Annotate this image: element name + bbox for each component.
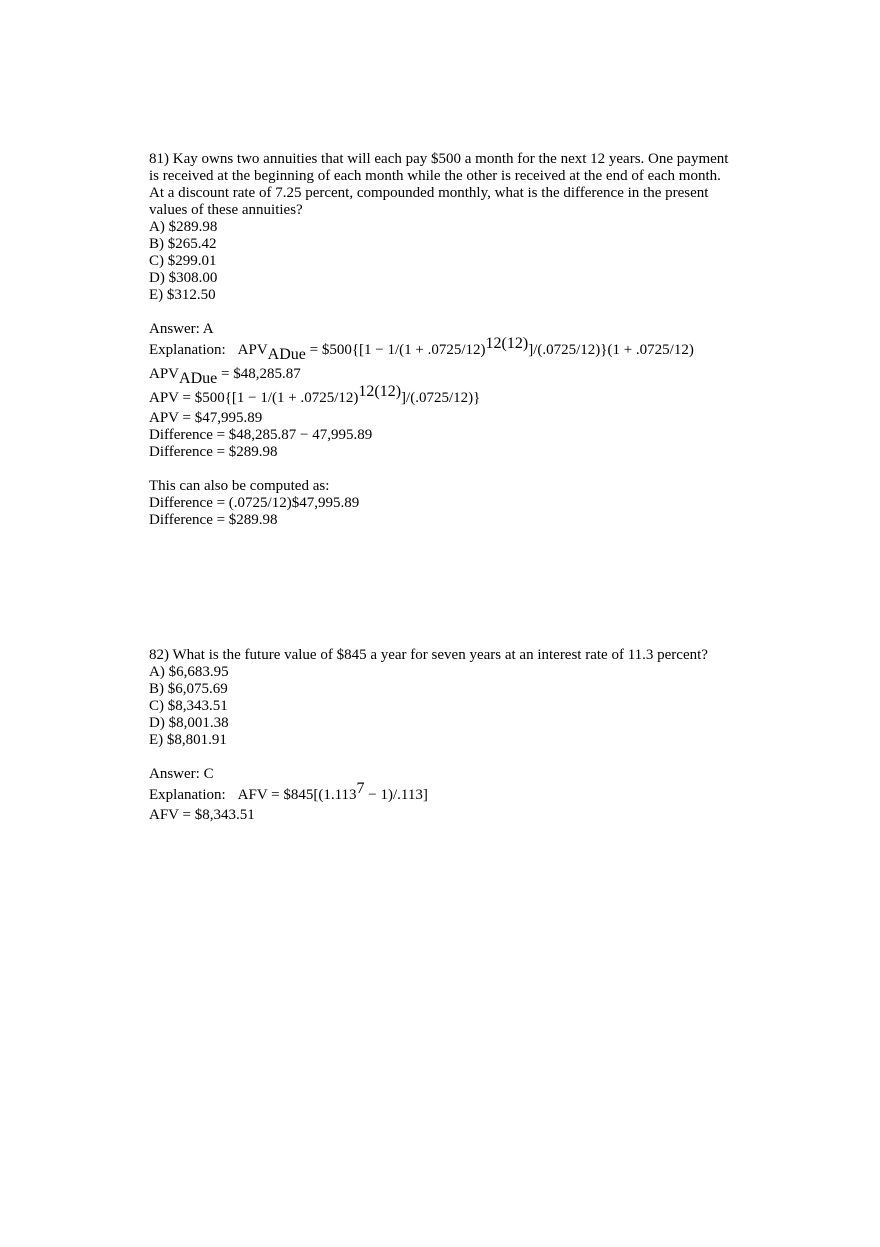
explanation-81-alt2: Difference = $289.98 (149, 512, 278, 528)
explanation-82-eq2: AFV = $8,343.51 (149, 807, 255, 823)
question-82-text: 82) What is the future value of $845 a year for seven years at an interest rate of 11.3 percent? (149, 647, 708, 663)
question-81 (149, 151, 749, 529)
choice-c: C) $299.01 (149, 253, 217, 269)
explanation-81-eq3: APV = $500{[1 − 1/(1 + .0725/12)12(12)]/(.0725/12)} (149, 383, 481, 406)
question-82 (149, 647, 749, 824)
choice-a: A) $6,683.95 (149, 664, 229, 680)
explanation-81-eq4: APV = $47,995.89 (149, 410, 263, 426)
explanation-82-eq1: Explanation: AFV = $845[(1.1137 − 1)/.113] (149, 780, 428, 803)
choice-d: D) $308.00 (149, 270, 218, 286)
answer-81: Answer: A (149, 321, 214, 337)
explanation-81-alt1: Difference = (.0725/12)$47,995.89 (149, 495, 360, 511)
explanation-81-alt-intro: This can also be computed as: (149, 478, 330, 494)
choice-c: C) $8,343.51 (149, 698, 228, 714)
explanation-81-eq5: Difference = $48,285.87 − 47,995.89 (149, 427, 373, 443)
choice-d: D) $8,001.38 (149, 715, 229, 731)
choice-e: E) $8,801.91 (149, 732, 227, 748)
explanation-label: Explanation: (149, 342, 226, 358)
question-81-line: At a discount rate of 7.25 percent, compounded monthly, what is the difference in the present (149, 185, 709, 201)
explanation-81-eq2: APVADue = $48,285.87 (149, 366, 301, 387)
question-81-line: is received at the beginning of each month while the other is received at the end of each month. (149, 168, 721, 184)
explanation-label: Explanation: (149, 787, 226, 803)
choice-a: A) $289.98 (149, 219, 218, 235)
question-81-line: 81) Kay owns two annuities that will each pay $500 a month for the next 12 years. One payment (149, 151, 729, 167)
answer-82: Answer: C (149, 766, 214, 782)
choice-e: E) $312.50 (149, 287, 216, 303)
question-81-line: values of these annuities? (149, 202, 303, 218)
choice-b: B) $265.42 (149, 236, 217, 252)
choice-b: B) $6,075.69 (149, 681, 228, 697)
explanation-81-eq1: Explanation: APVADue = $500{[1 − 1/(1 + .0725/12)12(12)]/(.0725/12)}(1 + .0725/12) (149, 335, 694, 363)
explanation-81-eq6: Difference = $289.98 (149, 444, 278, 460)
